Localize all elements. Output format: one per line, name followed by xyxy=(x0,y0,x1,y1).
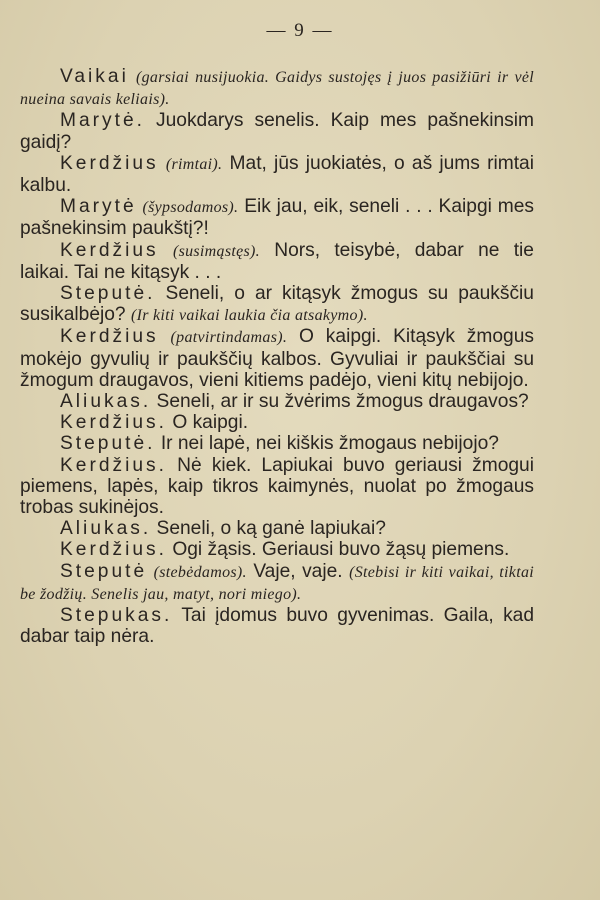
speaker-name: Kerdžius xyxy=(60,326,159,348)
speaker-name: Kerdžius. xyxy=(60,412,167,434)
dialogue-line xyxy=(20,561,534,605)
speech-text: Nors, teisybė, dabar ne tie laikai. Tai ne kitąsyk . . . xyxy=(20,239,534,283)
stage-direction: (garsiai nusijuokia. Gaidys sustojęs į juos pasižiūri ir vėl nueina savais keliais). xyxy=(20,69,534,109)
dialogue-line xyxy=(20,539,534,560)
speech-text: Tai įdomus buvo gyvenimas. Gaila, kad dabar taip nėra. xyxy=(20,605,535,648)
stage-direction: (šypsodamos). xyxy=(142,199,239,217)
page-number: — 9 — xyxy=(266,20,334,41)
stage-direction: (stebėdamos). xyxy=(153,563,247,581)
speech-text: Ogi žąsis. Geriausi buvo žąsų piemens. xyxy=(172,539,510,561)
speaker-name: Kerdžius xyxy=(60,152,159,174)
speech-text: Nė kiek. Lapiukai buvo geriausi žmogui piemens, lapės, kaip tikros kaimynės, nuolat po žmogaus trobas sukinėjos. xyxy=(20,454,534,519)
stage-direction: (rimtai). xyxy=(165,155,223,173)
dialogue-line xyxy=(20,455,534,519)
speaker-name: Steputė. xyxy=(60,283,156,305)
speaker-name: Kerdžius. xyxy=(60,454,167,476)
dialogue-line xyxy=(20,110,534,152)
play-text xyxy=(20,66,534,647)
dialogue-line xyxy=(20,391,534,412)
speaker-name: Kerdžius. xyxy=(60,539,167,561)
dialogue-line xyxy=(20,240,534,283)
dialogue-line xyxy=(20,326,534,391)
speaker-name: Steputė. xyxy=(60,433,156,455)
speech-text: O kaipgi. Kitąsyk žmogus mokėjo gyvulių ir paukščių kalbos. Gyvuliai ir paukščiai su žmogum draugavos, vieni kitiems padėjo, vieni kitų nebijojo. xyxy=(20,326,534,391)
speaker-name: Aliukas. xyxy=(60,518,152,540)
dialogue-line xyxy=(20,412,534,433)
speaker-name: Vaikai xyxy=(60,66,129,87)
dialogue-line xyxy=(20,433,534,454)
speaker-name: Stepukas. xyxy=(60,605,173,627)
speaker-name: Steputė xyxy=(60,560,148,582)
speaker-name: Marytė xyxy=(60,196,137,218)
speech-text: Eik jau, eik, seneli . . . Kaipgi mes pašnekinsim paukštį?! xyxy=(20,196,534,240)
speech-text: Mat, jūs juokiatės, o aš jums rimtai kalbu. xyxy=(20,152,534,197)
dialogue-line xyxy=(20,605,534,647)
stage-direction: (Ir kiti vaikai laukia čia atsakymo). xyxy=(130,307,368,325)
speech-text: Juokdarys senelis. Kaip mes pašnekinsim gaidį? xyxy=(20,110,534,153)
dialogue-line xyxy=(20,283,534,326)
speech-text: Vaje, vaje. xyxy=(253,560,343,582)
dialogue-line xyxy=(20,153,534,196)
dialogue-line xyxy=(20,196,534,239)
speech-text: Seneli, ar ir su žvėrims žmogus draugavos? xyxy=(156,391,529,413)
speaker-name: Kerdžius xyxy=(60,239,159,261)
speech-text: Ir nei lapė, nei kiškis žmogaus nebijojo? xyxy=(160,433,499,455)
speaker-name: Marytė. xyxy=(60,110,145,132)
stage-direction-paragraph xyxy=(20,66,534,110)
stage-direction: (susimąstęs). xyxy=(172,242,260,260)
speaker-name: Aliukas. xyxy=(60,391,152,413)
dialogue-line xyxy=(20,518,534,539)
speech-text: O kaipgi. xyxy=(172,412,249,434)
speech-text: Seneli, o ką ganė lapiukai? xyxy=(156,518,386,540)
stage-direction: (Stebisi ir kiti vaikai, tiktai be žodžių. Senelis jau, matyt, nori miego). xyxy=(20,563,534,603)
stage-direction: (patvirtindamas). xyxy=(170,329,288,347)
speech-text: Seneli, o ar kitąsyk žmogus su paukščiu susikalbėjo? xyxy=(20,283,534,326)
